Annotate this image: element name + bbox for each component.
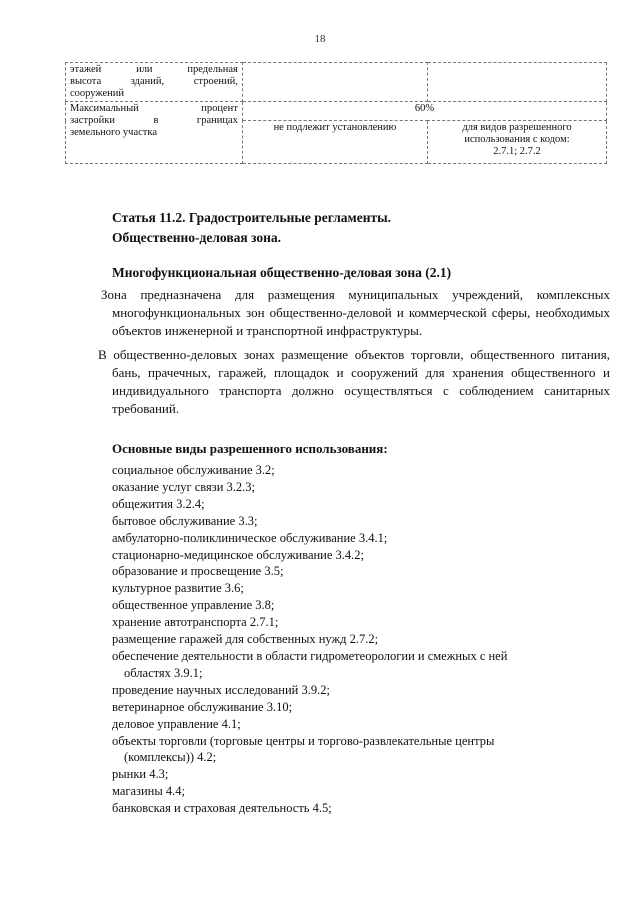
list-item: культурное развитие 3.6; [112, 581, 244, 596]
cell-line: Максимальный процент [70, 103, 238, 114]
list-item: общежития 3.2.4; [112, 496, 205, 511]
list-item: бытовое обслуживание 3.3; [112, 513, 258, 528]
list-item: хранение автотранспорта 2.7.1; [112, 615, 279, 630]
cell-line: этажей или предельная [70, 64, 238, 75]
table-row [66, 63, 607, 102]
table-cell [242, 102, 606, 121]
paragraph-text: В общественно-деловых зонах размещение объектов торговли, общественного питания, бань, прачечных, гаражей, площадок и сооружений для хранения общественного и индивидуального транспорта должно осуществляться с соблюдением санитарных требований. [98, 347, 610, 416]
uses-list [112, 462, 612, 817]
list-item: деловое управление 4.1; [112, 716, 241, 731]
cell-line: 2.7.1; 2.7.2 [493, 146, 541, 157]
article-subtitle: Общественно-деловая зона. [112, 230, 282, 245]
list-item: образование и просвещение 3.5; [112, 564, 284, 579]
cell-line: сооружений [70, 88, 125, 99]
cell-line: для видов разрешенного [462, 122, 572, 133]
list-item: общественное управление 3.8; [112, 598, 275, 613]
table-cell [66, 102, 243, 164]
table-cell [428, 63, 607, 102]
uses-title: Основные виды разрешенного использования: [112, 441, 388, 456]
cell-line: земельного участка [70, 127, 157, 138]
list-item: амбулаторно-поликлиническое обслуживание 3.4.1; [112, 530, 388, 545]
article-title: Статья 11.2. Градостроительные регламенты. [112, 210, 392, 225]
list-item: обеспечение деятельности в области гидрометеорологии и смежных с ней [112, 648, 508, 663]
table-row [66, 102, 607, 121]
list-item: социальное обслуживание 3.2; [112, 463, 275, 477]
list-item: ветеринарное обслуживание 3.10; [112, 699, 293, 714]
list-item: магазины 4.4; [112, 784, 185, 799]
cell-value: 60% [414, 103, 435, 114]
cell-value: не подлежит установлению [273, 122, 397, 133]
list-item: оказание услуг связи 3.2.3; [112, 479, 256, 494]
list-item: банковская и страховая деятельность 4.5; [112, 801, 332, 816]
paragraph-text: Зона предназначена для размещения муниципальных учреждений, комплексных многофункциональных зон общественно-деловой и коммерческой сферы, необходимых объектов инженерной и транспортной инфраструктуры. [101, 287, 610, 338]
list-item: стационарно-медицинское обслуживание 3.4.2; [112, 547, 365, 562]
table-cell [66, 63, 243, 102]
list-item: рынки 4.3; [112, 767, 169, 782]
table-cell [428, 121, 607, 164]
zone-title: Многофункциональная общественно-деловая зона (2.1) [112, 265, 452, 280]
list-item: объекты торговли (торговые центры и торгово-развлекательные центры [112, 733, 495, 748]
cell-line: застройки в границах [70, 115, 238, 126]
zone-requirements [98, 346, 610, 418]
table-cell [242, 63, 427, 102]
regulations-table [65, 62, 607, 164]
list-item: (комплексы)) 4.2; [124, 750, 217, 765]
page-number: 18 [314, 33, 326, 45]
list-item: размещение гаражей для собственных нужд 2.7.2; [112, 632, 379, 647]
cell-line: использования с кодом: [464, 134, 570, 145]
zone-description [101, 286, 610, 340]
cell-line: высота зданий, строений, [70, 76, 238, 87]
list-item: областях 3.9.1; [124, 665, 203, 680]
list-item: проведение научных исследований 3.9.2; [112, 682, 330, 697]
table-cell [242, 121, 427, 164]
